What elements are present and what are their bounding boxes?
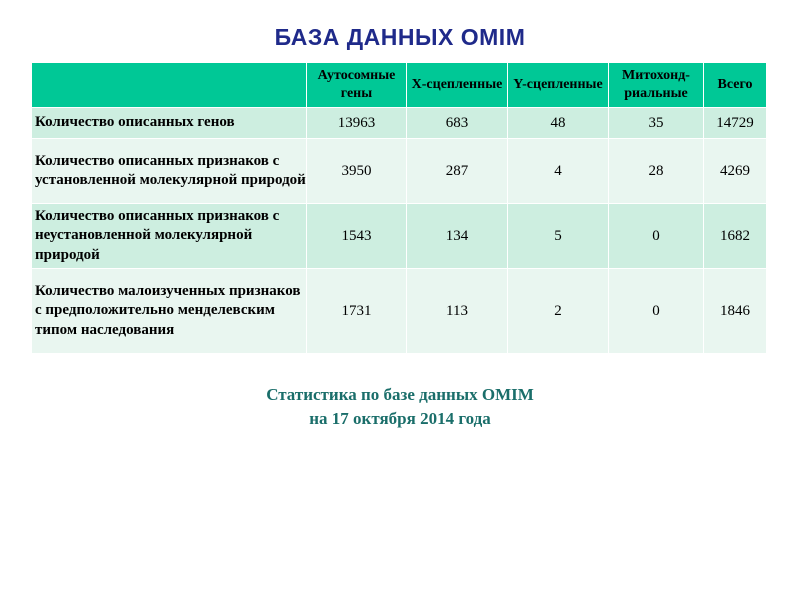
table-row	[32, 269, 767, 354]
cell-value: 14729	[704, 108, 767, 139]
cell-value: 113	[407, 269, 508, 354]
cell-value: 1682	[704, 204, 767, 269]
row-label: Количество описанных генов	[32, 108, 307, 139]
cell-value: 1846	[704, 269, 767, 354]
cell-value: 35	[609, 108, 704, 139]
cell-value: 4269	[704, 139, 767, 204]
table-row	[32, 108, 767, 139]
row-label: Количество малоизученных признаков с предположительно менделевским типом наследования	[32, 269, 307, 354]
table-header-row	[32, 63, 767, 108]
cell-value: 3950	[307, 139, 407, 204]
header-cell-y-linked: Y-сцепленные	[508, 63, 609, 108]
row-label: Количество описанных признаков с неустановленной молекулярной природой	[32, 204, 307, 269]
cell-value: 287	[407, 139, 508, 204]
caption-line-2: на 17 октября 2014 года	[309, 409, 491, 428]
omim-statistics-table	[31, 62, 767, 354]
header-cell-x-linked: X-сцепленные	[407, 63, 508, 108]
cell-value: 0	[609, 269, 704, 354]
table-row	[32, 204, 767, 269]
page-title: БАЗА ДАННЫХ OMIM	[274, 24, 526, 50]
cell-value: 1543	[307, 204, 407, 269]
cell-value: 28	[609, 139, 704, 204]
cell-value: 134	[407, 204, 508, 269]
cell-value: 2	[508, 269, 609, 354]
table-row	[32, 139, 767, 204]
header-cell-empty	[32, 63, 307, 108]
cell-value: 683	[407, 108, 508, 139]
cell-value: 48	[508, 108, 609, 139]
header-cell-autosomal: Аутосомные гены	[307, 63, 407, 108]
header-cell-total: Всего	[704, 63, 767, 108]
cell-value: 1731	[307, 269, 407, 354]
cell-value: 13963	[307, 108, 407, 139]
cell-value: 5	[508, 204, 609, 269]
header-cell-mitochondrial: Митохонд-риальные	[609, 63, 704, 108]
row-label: Количество описанных признаков с установленной молекулярной природой	[32, 139, 307, 204]
statistics-caption	[0, 383, 800, 431]
cell-value: 0	[609, 204, 704, 269]
cell-value: 4	[508, 139, 609, 204]
caption-line-1: Статистика по базе данных OMIM	[266, 385, 534, 404]
